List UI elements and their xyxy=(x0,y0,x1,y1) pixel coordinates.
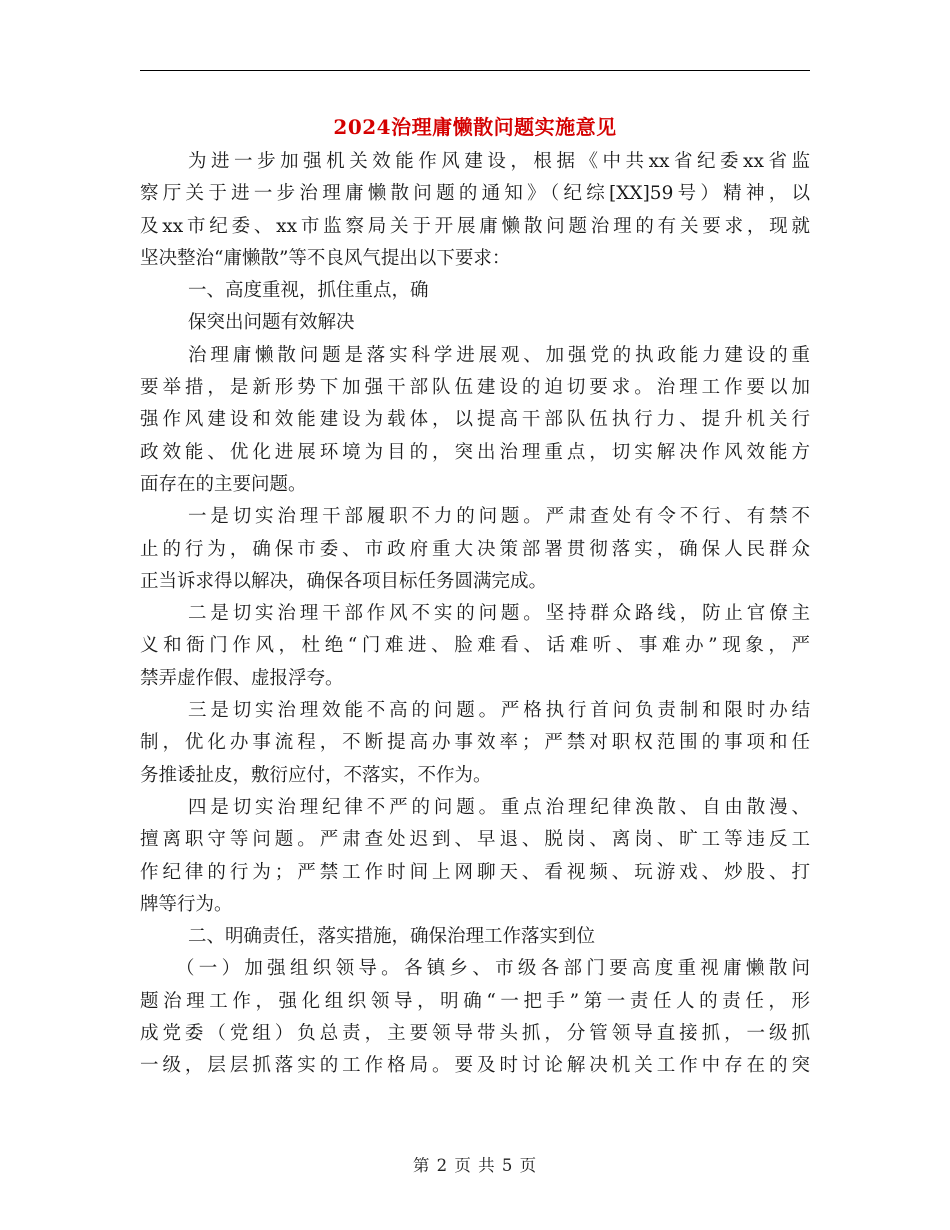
body-line: 政效能、优化进展环境为目的，突出治理重点，切实解决作风效能方 xyxy=(140,441,810,463)
document-title: 2024治理庸懒散问题实施意见 xyxy=(333,115,617,139)
body-line: 一级，层层抓落实的工作格局。要及时讨论解决机关工作中存在的突 xyxy=(140,1055,810,1077)
body-line: 擅离职守等问题。严肃查处迟到、早退、脱岗、离岗、旷工等违反工 xyxy=(140,829,810,851)
body-line: 面存在的主要问题。 xyxy=(140,473,307,495)
body-line: 一是切实治理干部履职不力的问题。严肃查处有令不行、有禁不 xyxy=(188,506,810,528)
body-line: 制，优化办事流程，不断提高办事效率；严禁对职权范围的事项和任 xyxy=(140,732,810,754)
document-body xyxy=(140,146,810,1083)
body-line: 务推诿扯皮，敷衍应付，不落实，不作为。 xyxy=(140,764,492,786)
body-line: 作纪律的行为；严禁工作时间上网聊天、看视频、玩游戏、炒股、打 xyxy=(140,861,810,883)
body-line: 三是切实治理效能不高的问题。严格执行首问负责制和限时办结 xyxy=(188,700,810,722)
body-line: 及xx市纪委、xx市监察局关于开展庸懒散问题治理的有关要求，现就 xyxy=(140,215,810,237)
body-line: 二、明确责任，落实措施，确保治理工作落实到位 xyxy=(188,926,596,948)
header-rule xyxy=(140,70,810,71)
body-line: 保突出问题有效解决 xyxy=(188,312,355,334)
body-line: 一、高度重视，抓住重点，确 xyxy=(188,280,429,302)
body-line: 坚决整治“庸懒散”等不良风气提出以下要求： xyxy=(140,247,511,269)
body-line: 牌等行为。 xyxy=(140,893,233,915)
page-footer: 第 2 页 共 5 页 xyxy=(412,1156,538,1175)
body-line: 正当诉求得以解决，确保各项目标任务圆满完成。 xyxy=(140,570,548,592)
body-line: 禁弄虚作假、虚报浮夸。 xyxy=(140,667,344,689)
body-line: 止的行为，确保市委、市政府重大决策部署贯彻落实，确保人民群众 xyxy=(140,538,810,560)
body-line: 治理庸懒散问题是落实科学进展观、加强党的执政能力建设的重 xyxy=(188,344,810,366)
body-line: 题治理工作，强化组织领导，明确“一把手”第一责任人的责任，形 xyxy=(140,990,810,1012)
body-line: 义和衙门作风，杜绝“门难进、脸难看、话难听、事难办”现象，严 xyxy=(140,635,810,657)
body-line: 成党委（党组）负总责，主要领导带头抓，分管领导直接抓，一级抓 xyxy=(140,1023,810,1045)
body-line: 要举措，是新形势下加强干部队伍建设的迫切要求。治理工作要以加 xyxy=(140,377,810,399)
body-line: （一）加强组织领导。各镇乡、市级各部门要高度重视庸懒散问 xyxy=(176,958,810,980)
body-line: 察厅关于进一步治理庸懒散问题的通知》（纪综[XX]59号）精神，以 xyxy=(140,183,810,205)
body-line: 四是切实治理纪律不严的问题。重点治理纪律涣散、自由散漫、 xyxy=(188,796,810,818)
body-line: 二是切实治理干部作风不实的问题。坚持群众路线，防止官僚主 xyxy=(188,603,810,625)
body-line: 强作风建设和效能建设为载体，以提高干部队伍执行力、提升机关行 xyxy=(140,409,810,431)
body-line: 为进一步加强机关效能作风建设，根据《中共xx省纪委xx省监 xyxy=(188,151,810,172)
